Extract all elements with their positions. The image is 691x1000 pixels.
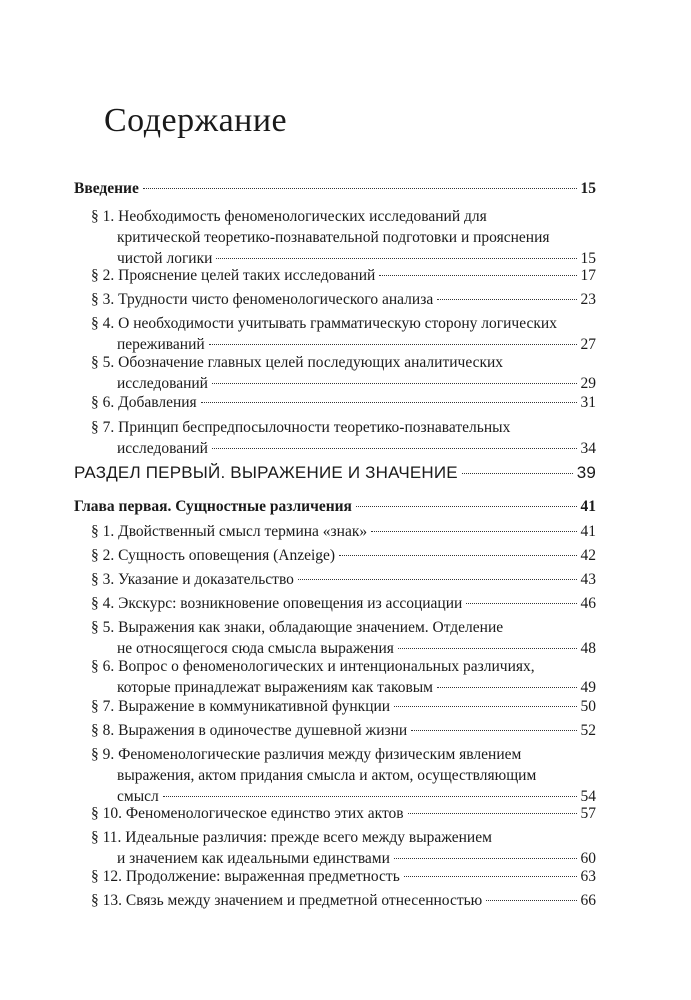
dot-leader bbox=[209, 343, 577, 345]
entry-line: выражения, актом придания смысла и актом, осуществляющим bbox=[117, 767, 537, 784]
entry-line bbox=[91, 289, 596, 310]
entry-line bbox=[91, 866, 596, 887]
dot-leader bbox=[143, 187, 577, 189]
entry-text: смысл bbox=[117, 788, 159, 805]
page-number: 17 bbox=[580, 267, 596, 284]
page-number: 41 bbox=[580, 523, 596, 540]
entry-text: § 7. Выражение в коммуникативной функции bbox=[91, 698, 391, 715]
page-number: 50 bbox=[580, 698, 596, 715]
entry-text: и значением как идеальными единствами bbox=[117, 850, 390, 867]
dot-leader bbox=[462, 472, 573, 474]
entry-text: Глава первая. Сущностные различения bbox=[74, 498, 352, 515]
dot-leader bbox=[201, 401, 577, 403]
dot-leader bbox=[437, 686, 577, 688]
entry-line bbox=[117, 373, 596, 394]
entry-line bbox=[91, 890, 596, 911]
entry-text: § 3. Трудности чисто феноменологического анализа bbox=[91, 291, 434, 308]
entry-text: § 3. Указание и доказательство bbox=[91, 571, 294, 588]
page-number: 46 bbox=[580, 595, 596, 612]
dot-leader bbox=[394, 857, 577, 859]
dot-leader bbox=[298, 578, 577, 580]
dot-leader bbox=[466, 602, 576, 604]
entry-line bbox=[91, 569, 596, 590]
dot-leader bbox=[212, 382, 577, 384]
page-number: 23 bbox=[580, 291, 596, 308]
dot-leader bbox=[404, 875, 577, 877]
entry-line: § 5. Выражения как знаки, обладающие значением. Отделение bbox=[91, 619, 504, 636]
page-number: 54 bbox=[580, 788, 596, 805]
entry-line bbox=[91, 593, 596, 614]
entry-line: § 11. Идеальные различия: прежде всего между выражением bbox=[91, 829, 492, 846]
entry-text: § 12. Продолжение: выраженная предметность bbox=[91, 868, 400, 885]
entry-line bbox=[91, 803, 596, 824]
entry-text: переживаний bbox=[117, 336, 205, 353]
page-number: 52 bbox=[580, 722, 596, 739]
entry-line bbox=[74, 496, 596, 517]
entry-text: § 2. Сущность оповещения (Anzeige) bbox=[91, 547, 336, 564]
dot-leader bbox=[486, 899, 576, 901]
entry-text: § 6. Добавления bbox=[91, 394, 197, 411]
page-number: 39 bbox=[576, 463, 596, 482]
entry-text: § 2. Прояснение целей таких исследований bbox=[91, 267, 376, 284]
page-number: 41 bbox=[580, 498, 596, 515]
entry-text: § 1. Двойственный смысл термина «знак» bbox=[91, 523, 368, 540]
dot-leader bbox=[371, 530, 576, 532]
entry-line: § 1. Необходимость феноменологических исследований для bbox=[91, 208, 487, 225]
dot-leader bbox=[379, 274, 576, 276]
dot-leader bbox=[216, 257, 576, 259]
entry-line bbox=[91, 521, 596, 542]
page-number: 66 bbox=[580, 892, 596, 909]
entry-line bbox=[91, 720, 596, 741]
entry-text: исследований bbox=[117, 440, 208, 457]
page-number: 43 bbox=[580, 571, 596, 588]
page-number: 31 bbox=[580, 394, 596, 411]
entry-text: § 8. Выражения в одиночестве душевной жизни bbox=[91, 722, 408, 739]
entry-line bbox=[91, 545, 596, 566]
page-number: 42 bbox=[580, 547, 596, 564]
dot-leader bbox=[411, 729, 576, 731]
page-number: 27 bbox=[580, 336, 596, 353]
dot-leader bbox=[437, 298, 576, 300]
entry-line: § 4. О необходимости учитывать грамматическую сторону логических bbox=[91, 315, 557, 332]
entry-line bbox=[74, 462, 596, 483]
entry-text: Введение bbox=[74, 180, 139, 197]
dot-leader bbox=[212, 447, 577, 449]
page-number: 15 bbox=[580, 250, 596, 267]
entry-text: которые принадлежат выражениям как таковым bbox=[117, 679, 433, 696]
dot-leader bbox=[408, 812, 577, 814]
entry-line: § 6. Вопрос о феноменологических и интенциональных различиях, bbox=[91, 658, 535, 675]
entry-line bbox=[117, 677, 596, 698]
entry-text: исследований bbox=[117, 375, 208, 392]
page-title: Содержание bbox=[104, 102, 288, 139]
entry-line bbox=[74, 178, 596, 199]
dot-leader bbox=[394, 705, 576, 707]
entry-line: критической теоретико-познавательной подготовки и прояснения bbox=[117, 229, 550, 246]
entry-text: РАЗДЕЛ ПЕРВЫЙ. ВЫРАЖЕНИЕ И ЗНАЧЕНИЕ bbox=[74, 463, 458, 482]
entry-text: § 13. Связь между значением и предметной отнесенностью bbox=[91, 892, 483, 909]
entry-line bbox=[91, 265, 596, 286]
entry-line: § 7. Принцип беспредпосылочности теоретико-познавательных bbox=[91, 419, 511, 436]
page-number: 15 bbox=[580, 180, 596, 197]
entry-line bbox=[117, 438, 596, 459]
entry-text: чистой логики bbox=[117, 250, 213, 267]
dot-leader bbox=[356, 505, 577, 507]
page-number: 60 bbox=[580, 850, 596, 867]
entry-line: § 5. Обозначение главных целей последующих аналитических bbox=[91, 354, 504, 371]
dot-leader bbox=[163, 795, 577, 797]
page-number: 34 bbox=[580, 440, 596, 457]
entry-line bbox=[91, 392, 596, 413]
entry-text: § 4. Экскурс: возникновение оповещения из ассоциации bbox=[91, 595, 463, 612]
page-number: 48 bbox=[580, 640, 596, 657]
page-number: 57 bbox=[580, 805, 596, 822]
entry-text: § 10. Феноменологическое единство этих актов bbox=[91, 805, 404, 822]
entry-line: § 9. Феноменологические различия между физическим явлением bbox=[91, 746, 522, 763]
dot-leader bbox=[339, 554, 576, 556]
entry-text: не относящегося сюда смысла выражения bbox=[117, 640, 394, 657]
page-number: 29 bbox=[580, 375, 596, 392]
entry-line bbox=[91, 696, 596, 717]
page-number: 63 bbox=[580, 868, 596, 885]
page-number: 49 bbox=[580, 679, 596, 696]
dot-leader bbox=[398, 647, 577, 649]
